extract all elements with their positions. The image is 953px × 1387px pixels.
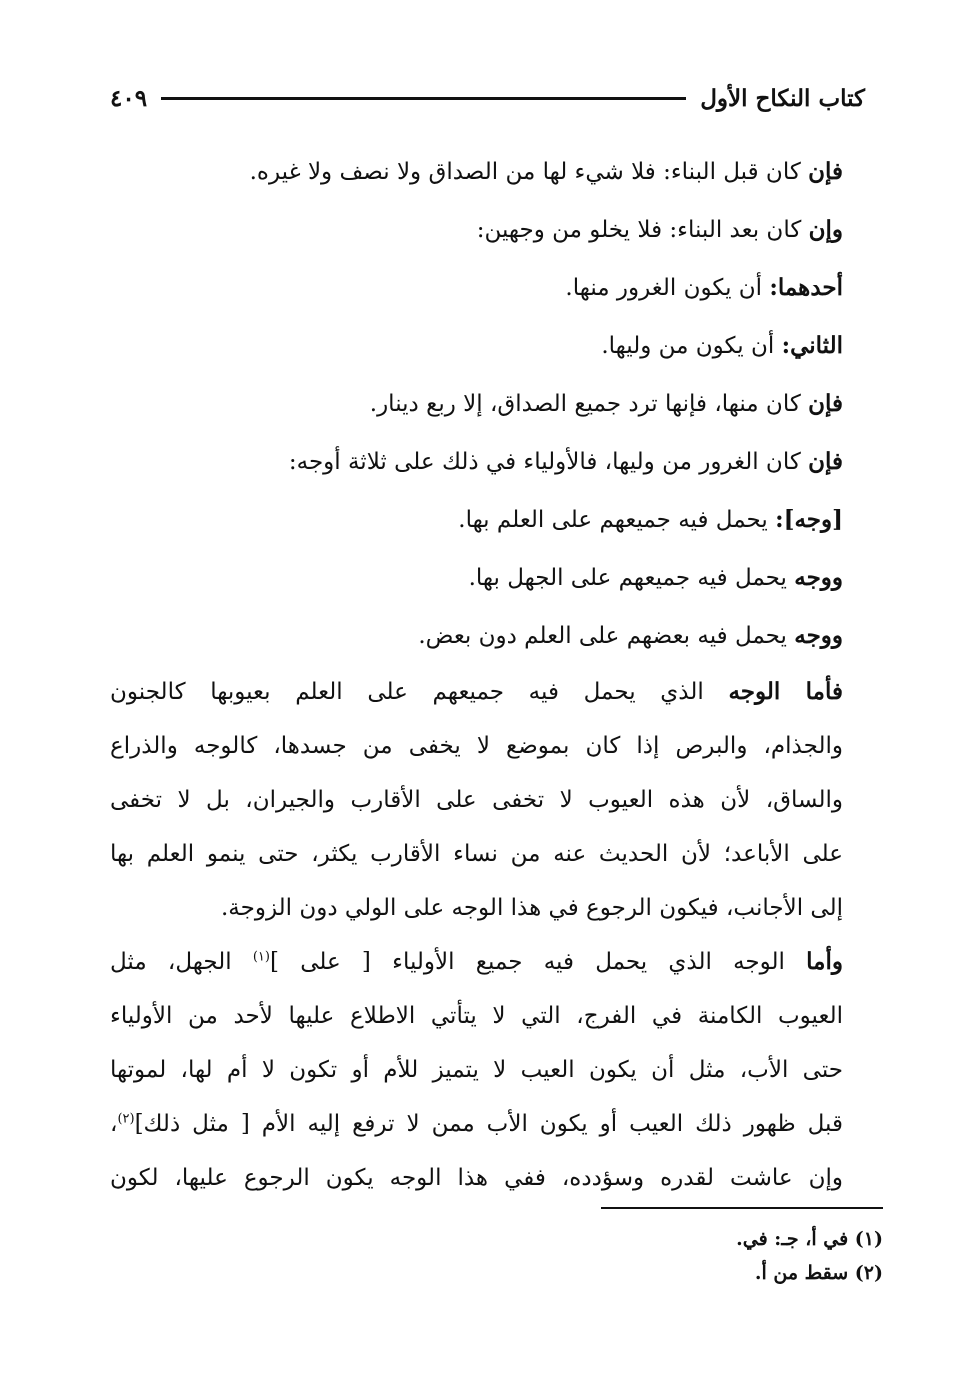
paragraph-line: حتى الأب، مثل أن يكون العيب لا يتميز للأم أو تكون لا أم لها، لموتها <box>110 1057 843 1083</box>
book-title: كتاب النكاح الأول <box>700 84 865 112</box>
text-line: فإن كان منها، فإنها ترد جميع الصداق، إلا ربع دينار. <box>369 390 843 417</box>
page-number: ٤٠٩ <box>110 84 148 112</box>
main-text <box>110 143 843 1205</box>
text-line: [وجه]: يحمل فيه جميعهم على العلم بها. <box>458 506 843 533</box>
paragraph-line: والساق، لأن هذه العيوب لا تخفى على الأقارب والجيران، بل لا تخفى <box>110 787 843 813</box>
paragraph-line: فأما الوجه الذي يحمل فيه جميعهم على العلم بعيوبها كالجنون <box>110 678 843 705</box>
footnote-ref: (٢) <box>117 1111 135 1127</box>
text-line: ووجه يحمل فيه جميعهم على الجهل بها. <box>468 564 843 591</box>
paragraph-line: العيوب الكامنة في الفرج، التي لا يتأتي الاطلاع عليها لأحد من الأولياء <box>110 1003 843 1029</box>
footnote-ref: (١) <box>252 949 270 965</box>
footnote-1: (١) في أ، جـ: في. <box>736 1228 883 1250</box>
text-line: أحدهما: أن يكون الغرور منها. <box>565 274 843 301</box>
paragraph-line: وأما الوجه الذي يحمل فيه جميع الأولياء [ على ]$^{(١)}$ الجهل، مثل <box>110 948 843 975</box>
header-rule <box>161 97 686 100</box>
paragraph-1 <box>110 665 843 935</box>
paragraph-line: قبل ظهور ذلك العيب أو يكون الأب ممن لا ترفع إليه الأم [ مثل ذلك]$^{(٢)}$، <box>110 1111 843 1137</box>
text-line: وإن كان بعد البناء: فلا يخلو من وجهين: <box>476 216 843 243</box>
paragraph-line: والجذام، والبرص إذا كان بموضع لا يخفى من جسدها، كالوجه والذراع <box>110 733 843 759</box>
text-line: ووجه يحمل فيه بعضهم على العلم دون بعض. <box>418 622 843 649</box>
footnote-rule <box>601 1207 883 1209</box>
paragraph-2 <box>110 935 843 1205</box>
paragraph-line: إلى الأجانب، فيكون الرجوع في هذا الوجه على الولي دون الزوجة. <box>221 895 843 921</box>
footnote-2: (٢) سقط من أ. <box>754 1262 883 1284</box>
text-line: فإن كان قبل البناء: فلا شيء لها من الصداق ولا نصف ولا غيره. <box>249 158 843 185</box>
text-line: فإن كان الغرور من وليها، فالأولياء في ذلك على ثلاثة أوجه: <box>288 448 843 475</box>
text-line: الثاني: أن يكون من وليها. <box>601 332 843 359</box>
paragraph-line: على الأباعد؛ لأن الحديث عنه من نساء الأقارب يكثر، حتى ينمو العلم بها <box>110 841 843 867</box>
footnotes <box>483 1222 883 1290</box>
paragraph-line: وإن عاشت لقدره وسؤدده، ففي هذا الوجه يكون الرجوع عليها، لكون <box>110 1165 843 1191</box>
page-header <box>110 78 865 118</box>
